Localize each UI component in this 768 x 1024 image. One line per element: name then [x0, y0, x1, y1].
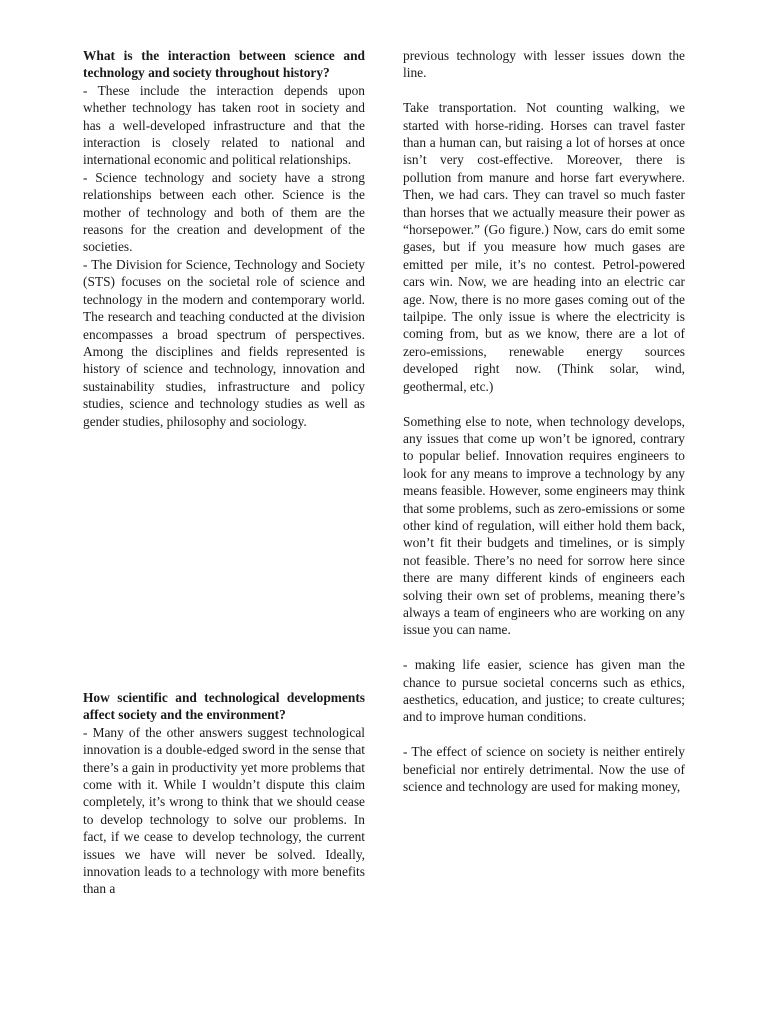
- right-paragraph-1: previous technology with lesser issues down the line.: [403, 48, 685, 81]
- right-paragraph-life-easier: - making life easier, science has given man the chance to pursue societal concerns such as ethics, aesthetics, education, and justice; to create cultures; and to improve human conditions.: [403, 657, 685, 725]
- paragraph-gap: [403, 395, 685, 412]
- right-column: [403, 47, 685, 795]
- paragraph-gap: [403, 726, 685, 743]
- section2-heading: How scientific and technological developments affect society and the environment?: [83, 690, 365, 723]
- section1-paragraph-2: - Science technology and society have a strong relationships between each other. Science is the mother of technology and both of them are the reasons for the creation and development of the societies.: [83, 169, 365, 255]
- paragraph-gap: [403, 82, 685, 99]
- right-paragraph-effect: - The effect of science on society is neither entirely beneficial nor entirely detrimental. Now the use of science and technology are used for making money,: [403, 744, 685, 794]
- section2: [83, 689, 365, 898]
- paragraph-gap: [403, 639, 685, 656]
- left-column: [83, 47, 365, 430]
- right-paragraph-engineers: Something else to note, when technology develops, any issues that come up won’t be ignored, contrary to popular belief. Innovation requires engineers to look for any means to improve a technology by any means feasible. However, some engineers may think that some problems, such as zero-emissions or some other kind of regulation, will either hold them back, won’t fit their budgets and timelines, or is simply not feasible. There’s no need for sorrow here since there are many different kinds of engineers each solving their own set of problems, meaning there’s always a team of engineers who are working on any issue you can name.: [403, 413, 685, 638]
- section2-paragraph-1: - Many of the other answers suggest technological innovation is a double-edged sword in the sense that there’s a gain in productivity yet more problems that come with it. While I wouldn’t dispute this claim completely, it’s wrong to think that we should cease to develop technology to solve our problems. In fact, if we cease to develop technology, the current issues we have will never be solved. Ideally, innovation leads to a technology with more benefits than a: [83, 724, 365, 897]
- section1-paragraph-3: - The Division for Science, Technology and Society (STS) focuses on the societal role of science and technology in the modern and contemporary world. The research and teaching conducted at the division encompasses a broad spectrum of perspectives. Among the disciplines and fields represented is history of science and technology, innovation and sustainability studies, infrastructure and policy studies, science and technology studies as well as gender studies, philosophy and sociology.: [83, 256, 365, 429]
- right-paragraph-transportation: Take transportation. Not counting walking, we started with horse-riding. Horses can travel faster than a human can, but raising a lot of horses at once isn’t very cost-effective. Moreover, there is pollution from manure and horse fart everywhere. Then, we had cars. They can travel so much faster than horses that we actually measure their power as “horsepower.” (Go figure.) Now, cars do emit some gases, but if you measure how much gases are emitted per mile, it’s no contest. Petrol-powered cars win. Now, we are heading into an electric car age. Now, there is no more gases coming out of the tailpipe. The only issue is where the electricity is coming from, but as we know, there are a lot of zero-emissions, renewable energy sources developed right now. (Think solar, wind, geothermal, etc.): [403, 100, 685, 394]
- section1-heading: What is the interaction between science and technology and society throughout history?: [83, 48, 365, 81]
- section1-paragraph-1: - These include the interaction depends upon whether technology has taken root in society and has a well-developed infrastructure and that the interaction is closely related to national and international economic and political relationships.: [83, 82, 365, 168]
